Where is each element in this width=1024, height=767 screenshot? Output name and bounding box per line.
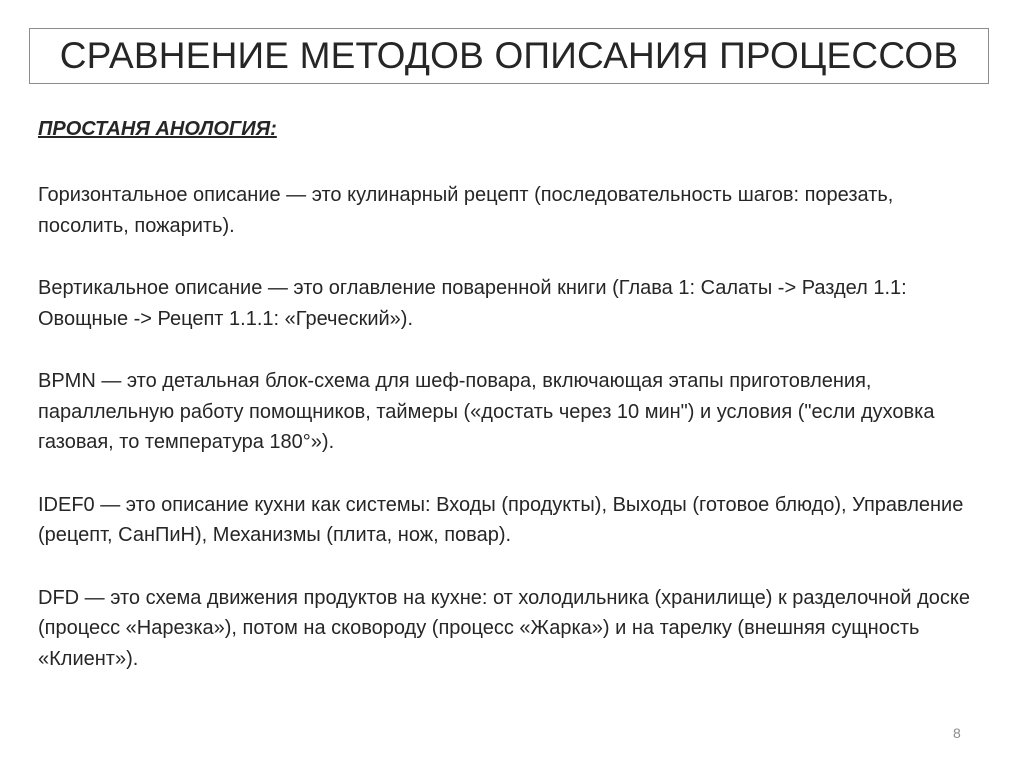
slide-subtitle: ПРОСТАНЯ АНОЛОГИЯ:	[38, 118, 277, 140]
paragraph-idef0: IDEF0 — это описание кухни как системы: Входы (продукты), Выходы (готовое блюдо), Управление (рецепт, СанПиН), Механизмы (плита, нож, повар).	[38, 493, 964, 546]
paragraph-bpmn: BPMN — это детальная блок-схема для шеф-повара, включающая этапы приготовления, параллельную работу помощников, таймеры («достать через 10 мин") и условия ("если духовка газовая, то температура 180°»).	[38, 370, 935, 453]
slide-title: СРАВНЕНИЕ МЕТОДОВ ОПИСАНИЯ ПРОЦЕССОВ	[59, 35, 959, 76]
paragraph-vertical: Вертикальное описание — это оглавление поваренной книги (Глава 1: Салаты -> Раздел 1.1: Овощные -> Рецепт 1.1.1: «Греческий»).	[38, 277, 907, 330]
slide-content	[38, 114, 978, 706]
page-number: 8	[953, 725, 961, 741]
paragraph-dfd: DFD — это схема движения продуктов на кухне: от холодильника (хранилище) к разделочной доске (процесс «Нарезка»), потом на сковороду (процесс «Жарка») и на тарелку (внешняя сущность «Клиент»).	[38, 586, 970, 670]
paragraph-horizontal: Горизонтальное описание — это кулинарный рецепт (последовательность шагов: порезать, посолить, пожарить).	[38, 184, 894, 237]
title-box	[29, 28, 989, 84]
